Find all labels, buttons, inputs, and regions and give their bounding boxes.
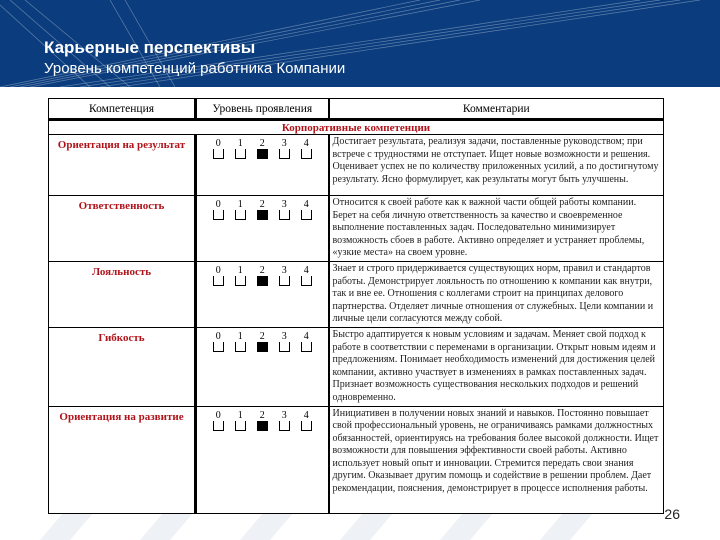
- level-number: 2: [259, 330, 265, 342]
- empty-box-icon: [213, 421, 224, 431]
- empty-box-icon: [235, 210, 246, 220]
- empty-box-icon: [235, 276, 246, 286]
- level-option: [234, 411, 247, 431]
- level-option: [300, 266, 313, 286]
- level-option: [278, 332, 291, 352]
- level-option: [212, 266, 225, 286]
- level-option: [256, 411, 269, 431]
- checked-box-icon: [257, 149, 268, 159]
- level-option: [212, 139, 225, 159]
- section-title: Корпоративные компетенции: [49, 120, 664, 135]
- level-number: 1: [237, 330, 243, 342]
- level-number: 0: [215, 409, 221, 421]
- checked-box-icon: [257, 421, 268, 431]
- level-number: 2: [259, 199, 265, 210]
- empty-box-icon: [279, 342, 290, 352]
- level-number: 3: [281, 199, 287, 210]
- level-option: [256, 266, 269, 286]
- level-number: 4: [303, 330, 309, 342]
- level-number: 2: [259, 409, 265, 421]
- empty-box-icon: [301, 421, 312, 431]
- level-number: 3: [281, 409, 287, 421]
- empty-box-icon: [235, 421, 246, 431]
- page-title: Карьерные перспективы: [44, 38, 256, 57]
- empty-box-icon: [279, 149, 290, 159]
- level-option: [300, 411, 313, 431]
- level-number: 4: [303, 138, 309, 149]
- level-number: 3: [281, 264, 287, 276]
- empty-box-icon: [279, 421, 290, 431]
- level-scale: [196, 261, 329, 327]
- table-row: [49, 196, 664, 262]
- col-competency: Компетенция: [49, 99, 196, 120]
- competency-comment: Знает и строго придерживается существующих норм, правил и стандартов работы. Демонстрирует лояльность по отношению к компании как внутри, так и вне ее. Отношения с коллегами строит на принципах делового партнерства. Отделяет личные отношения от служебных. Цели компании и личные цели согласуются между собой.: [329, 261, 664, 327]
- empty-box-icon: [279, 210, 290, 220]
- level-option: [278, 266, 291, 286]
- empty-box-icon: [279, 276, 290, 286]
- competency-name: Ориентация на результат: [49, 135, 196, 196]
- col-level: Уровень проявления: [196, 99, 329, 120]
- checked-box-icon: [257, 342, 268, 352]
- level-scale: [196, 327, 329, 406]
- level-option: [278, 200, 291, 220]
- empty-box-icon: [213, 276, 224, 286]
- checked-box-icon: [257, 276, 268, 286]
- level-number: 0: [215, 264, 221, 276]
- level-number: 1: [237, 264, 243, 276]
- competency-name: Ориентация на развитие: [49, 406, 196, 513]
- empty-box-icon: [213, 210, 224, 220]
- empty-box-icon: [213, 342, 224, 352]
- level-option: [234, 200, 247, 220]
- table-row: [49, 261, 664, 327]
- level-option: [256, 332, 269, 352]
- level-option: [300, 200, 313, 220]
- competency-table: [48, 98, 664, 514]
- competency-name: Гибкость: [49, 327, 196, 406]
- level-number: 1: [237, 409, 243, 421]
- page-subtitle: Уровень компетенций работника Компании: [44, 60, 346, 77]
- level-option: [300, 332, 313, 352]
- level-number: 2: [259, 138, 265, 149]
- level-number: 0: [215, 138, 221, 149]
- level-number: 4: [303, 199, 309, 210]
- header-banner: [0, 0, 720, 87]
- competency-comment: Относится к своей работе как к важной части общей работы компании. Берет на себя личную ответственность за качество и своевременное выполнение поставленных задач. Последовательно минимизирует возможность сбоев в работе. Активно определяет и устраняет проблемы, «узкие места» на своем уровне.: [329, 196, 664, 262]
- level-number: 1: [237, 138, 243, 149]
- level-option: [234, 139, 247, 159]
- level-option: [278, 139, 291, 159]
- level-number: 2: [259, 264, 265, 276]
- empty-box-icon: [301, 276, 312, 286]
- level-number: 0: [215, 199, 221, 210]
- level-option: [212, 332, 225, 352]
- competency-comment: Достигает результата, реализуя задачи, поставленные руководством; при встрече с трудностями не отступает. Ищет новые возможности и решения. Оценивает успех не по количеству приложенных усилий, а по достигнутому результату. Ясно формулирует, как результаты могут быть улучшены.: [329, 135, 664, 196]
- level-scale: [196, 406, 329, 513]
- competency-comment: Инициативен в получении новых знаний и навыков. Постоянно повышает свой профессиональный уровень, не ограничиваясь рамками должностных обязанностей, ориентируясь на требования более высокой должности. Ищет возможности для повышения эффективности своей работы. Активно использует новый опыт и инновации. Стремится передать свои знания другим. Оказывает другим помощь и содействие в решении проблем. Дает рекомендации, пояснения, демонстрирует в процессе исполнения работы.: [329, 406, 664, 513]
- competency-name: Лояльность: [49, 261, 196, 327]
- level-scale: [196, 196, 329, 262]
- competency-comment: Быстро адаптируется к новым условиям и задачам. Меняет свой подход к работе в соответствии с переменами в организации. Открыт новым идеям и предложениям. Понимает необходимость изменений для достижения целей компании, активно участвует в изменениях в рамках поставленных задач. Признает возможность существования нескольких подходов и решений одновременно.: [329, 327, 664, 406]
- level-option: [300, 139, 313, 159]
- level-option: [256, 200, 269, 220]
- level-number: 0: [215, 330, 221, 342]
- empty-box-icon: [235, 342, 246, 352]
- level-option: [212, 200, 225, 220]
- checked-box-icon: [257, 210, 268, 220]
- empty-box-icon: [301, 149, 312, 159]
- empty-box-icon: [213, 149, 224, 159]
- level-option: [256, 139, 269, 159]
- level-option: [234, 266, 247, 286]
- empty-box-icon: [235, 149, 246, 159]
- level-number: 1: [237, 199, 243, 210]
- level-option: [212, 411, 225, 431]
- empty-box-icon: [301, 210, 312, 220]
- level-number: 4: [303, 409, 309, 421]
- level-number: 4: [303, 264, 309, 276]
- page-number: 26: [664, 506, 680, 522]
- competency-name: Ответственность: [49, 196, 196, 262]
- col-comments: Комментарии: [329, 99, 664, 120]
- level-number: 3: [281, 330, 287, 342]
- level-option: [278, 411, 291, 431]
- table-row: [49, 135, 664, 196]
- table-row: [49, 406, 664, 513]
- level-scale: [196, 135, 329, 196]
- level-number: 3: [281, 138, 287, 149]
- level-option: [234, 332, 247, 352]
- empty-box-icon: [301, 342, 312, 352]
- table-row: [49, 327, 664, 406]
